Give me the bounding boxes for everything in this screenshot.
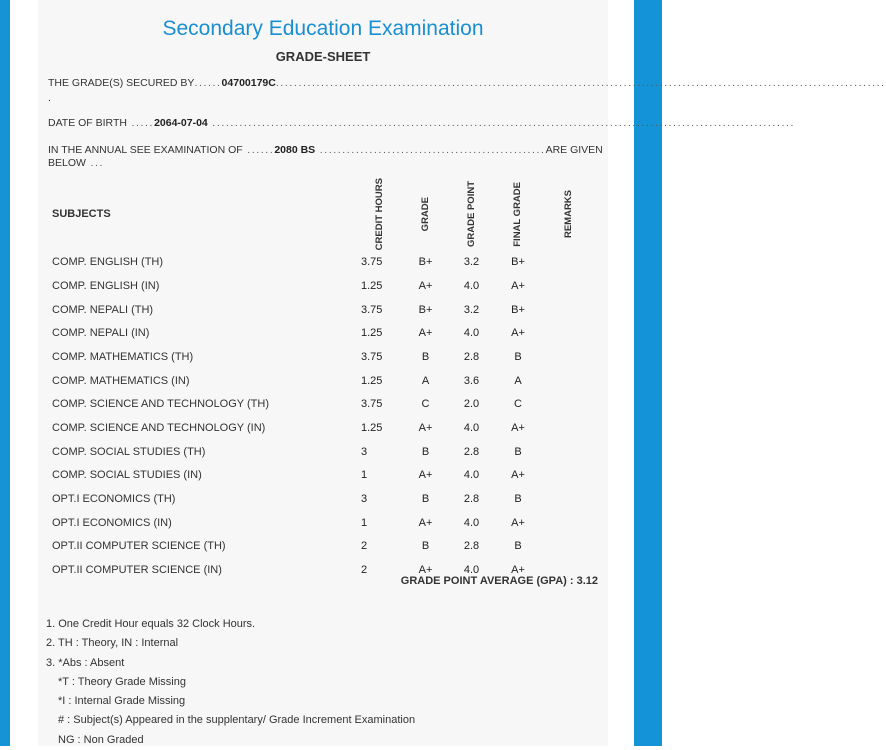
final-grade-cell: A+ — [511, 516, 525, 529]
header-remarks: REMARKS — [563, 190, 574, 239]
note-item: # : Subject(s) Appeared in the supplentary/ Grade Increment Examination — [58, 714, 416, 727]
grade-point-cell: 4.0 — [463, 516, 480, 529]
subject-cell: COMP. MATHEMATICS (TH) — [52, 350, 194, 363]
header-grade-point: GRADE POINT — [465, 181, 477, 248]
credit-hours-cell: 1.25 — [361, 374, 383, 387]
grade-point-cell: 2.0 — [463, 398, 480, 411]
remarks-cell — [541, 511, 597, 535]
left-edge — [0, 0, 10, 746]
remarks-cell — [541, 487, 597, 511]
credit-hours-cell: 3.75 — [361, 303, 383, 316]
final-grade-cell: B+ — [511, 256, 525, 269]
credit-hours-cell: 3.75 — [361, 256, 383, 269]
dot-separator: . — [48, 92, 51, 104]
remarks-cell — [541, 369, 597, 393]
grade-point-cell: 4.0 — [463, 327, 480, 340]
note-item: *T : Theory Grade Missing — [58, 675, 186, 688]
note-item: 2. TH : Theory, IN : Internal — [46, 637, 179, 650]
grade-cell: C — [421, 398, 430, 411]
credit-hours-cell: 3.75 — [361, 398, 383, 411]
page-subtitle: GRADE-SHEET — [275, 49, 371, 64]
subject-cell: OPT.II COMPUTER SCIENCE (IN) — [52, 564, 222, 577]
secured-by-label: THE GRADE(S) SECURED BY — [48, 77, 195, 89]
table-row — [47, 392, 597, 416]
remarks-cell — [541, 321, 597, 345]
header-final-grade: FINAL GRADE — [512, 181, 523, 247]
final-grade-cell: A+ — [511, 469, 525, 482]
final-grade-cell: B — [514, 493, 522, 506]
table-row — [47, 416, 597, 440]
grade-cell: B — [421, 350, 430, 363]
subject-cell: COMP. ENGLISH (TH) — [52, 256, 164, 269]
below-line: BELOW ... — [48, 157, 105, 169]
note-item: 3. *Abs : Absent — [46, 656, 125, 669]
grade-point-cell: 4.0 — [463, 421, 480, 434]
header-subjects: SUBJECTS — [52, 208, 111, 221]
remarks-cell — [541, 298, 597, 322]
final-grade-cell: B — [514, 445, 522, 458]
dob-line: DATE OF BIRTH .....2064-07-04 ................................................................................................................................. — [48, 117, 796, 129]
final-grade-cell: B+ — [511, 303, 525, 316]
grade-cell: A+ — [418, 469, 433, 482]
final-grade-cell: A+ — [511, 564, 525, 577]
table-row — [47, 440, 597, 464]
table-row — [47, 321, 597, 345]
subject-cell: COMP. ENGLISH (IN) — [52, 279, 160, 292]
table-row — [47, 345, 597, 369]
notes — [46, 615, 415, 750]
grade-cell: A+ — [418, 421, 433, 434]
final-grade-cell: B — [514, 350, 522, 363]
final-grade-cell: A+ — [511, 279, 525, 292]
subject-cell: COMP. MATHEMATICS (IN) — [52, 374, 190, 387]
grade-cell: B+ — [418, 256, 433, 269]
subject-cell: COMP. SOCIAL STUDIES (TH) — [52, 445, 206, 458]
grade-point-cell: 2.8 — [463, 493, 480, 506]
grade-cell: B — [421, 540, 430, 553]
grade-cell: A+ — [418, 564, 433, 577]
page-title: Secondary Education Examination — [162, 17, 484, 40]
grade-cell: A — [421, 374, 430, 387]
table-row — [47, 511, 597, 535]
remarks-cell — [541, 274, 597, 298]
table-row — [47, 298, 597, 322]
note-item: NG : Non Graded — [58, 733, 144, 746]
exam-year: 2080 BS — [274, 144, 316, 156]
header-grade: GRADE — [419, 197, 431, 232]
table-row — [47, 464, 597, 488]
exam-line: IN THE ANNUAL SEE EXAMINATION OF ......2080 BS ..................................................ARE GIVEN — [48, 144, 603, 156]
remarks-cell — [541, 392, 597, 416]
final-grade-cell: C — [514, 398, 522, 411]
subject-cell: OPT.I ECONOMICS (TH) — [52, 493, 176, 506]
grade-sheet — [38, 0, 886, 746]
dob-label: DATE OF BIRTH — [48, 117, 127, 129]
subject-cell: COMP. SCIENCE AND TECHNOLOGY (IN) — [52, 421, 266, 434]
credit-hours-cell: 2 — [361, 564, 368, 577]
dob-value: 2064-07-04 — [154, 117, 208, 129]
subject-cell: OPT.II COMPUTER SCIENCE (TH) — [52, 540, 226, 553]
table-row — [47, 535, 597, 559]
subject-cell: COMP. SOCIAL STUDIES (IN) — [52, 469, 202, 482]
subject-cell: COMP. SCIENCE AND TECHNOLOGY (TH) — [52, 398, 269, 411]
grade-cell: B — [421, 493, 430, 506]
grade-cell: A+ — [418, 327, 433, 340]
grade-point-cell: 3.6 — [463, 374, 480, 387]
below-label: BELOW — [48, 157, 86, 169]
remarks-cell — [541, 535, 597, 559]
note-item: *I : Internal Grade Missing — [58, 695, 186, 708]
grade-cell: A+ — [418, 279, 433, 292]
credit-hours-cell: 1 — [361, 516, 368, 529]
credit-hours-cell: 1 — [361, 469, 368, 482]
header-credit-hours: CREDIT HOURS — [374, 178, 385, 251]
remarks-cell — [541, 416, 597, 440]
remarks-cell — [541, 440, 597, 464]
note-item: 1. One Credit Hour equals 32 Clock Hours. — [46, 618, 256, 630]
grade-point-cell: 4.0 — [463, 564, 480, 577]
table-row — [47, 274, 597, 298]
secured-by-line: THE GRADE(S) SECURED BY......04700179C....................................................................................................................................... — [48, 77, 886, 89]
credit-hours-cell: 1.25 — [361, 279, 383, 292]
table-row — [47, 487, 597, 511]
exam-label: IN THE ANNUAL SEE EXAMINATION OF — [48, 144, 243, 156]
subject-cell: OPT.I ECONOMICS (IN) — [52, 516, 172, 529]
credit-hours-cell: 3.75 — [361, 350, 383, 363]
grade-point-cell: 3.2 — [463, 256, 480, 269]
remarks-cell — [541, 250, 597, 274]
right-edge — [634, 0, 662, 746]
table-row — [47, 369, 597, 393]
credit-hours-cell: 1.25 — [361, 421, 383, 434]
final-grade-cell: B — [514, 540, 522, 553]
grade-cell: B+ — [418, 303, 433, 316]
given-label: ARE GIVEN — [545, 144, 603, 156]
grade-cell: B — [421, 445, 430, 458]
subject-cell: COMP. NEPALI (IN) — [52, 327, 150, 340]
subject-cell: COMP. NEPALI (TH) — [52, 303, 154, 316]
symbol-number: 04700179C — [221, 77, 276, 89]
credit-hours-cell: 2 — [361, 540, 368, 553]
table-row — [47, 250, 597, 274]
grade-point-cell: 3.2 — [463, 303, 480, 316]
grade-point-cell: 4.0 — [463, 279, 480, 292]
remarks-cell — [541, 345, 597, 369]
grade-point-cell: 2.8 — [463, 445, 480, 458]
grades-table — [47, 178, 597, 582]
remarks-cell — [541, 464, 597, 488]
final-grade-cell: A+ — [511, 327, 525, 340]
final-grade-cell: A — [514, 374, 522, 387]
grade-cell: A+ — [418, 516, 433, 529]
credit-hours-cell: 3 — [361, 493, 368, 506]
credit-hours-cell: 3 — [361, 445, 368, 458]
grade-point-cell: 4.0 — [463, 469, 480, 482]
credit-hours-cell: 1.25 — [361, 327, 383, 340]
gpa-summary: GRADE POINT AVERAGE (GPA) : 3.12 — [400, 575, 598, 587]
grade-point-cell: 2.8 — [463, 350, 480, 363]
final-grade-cell: A+ — [511, 421, 525, 434]
grade-point-cell: 2.8 — [463, 540, 480, 553]
